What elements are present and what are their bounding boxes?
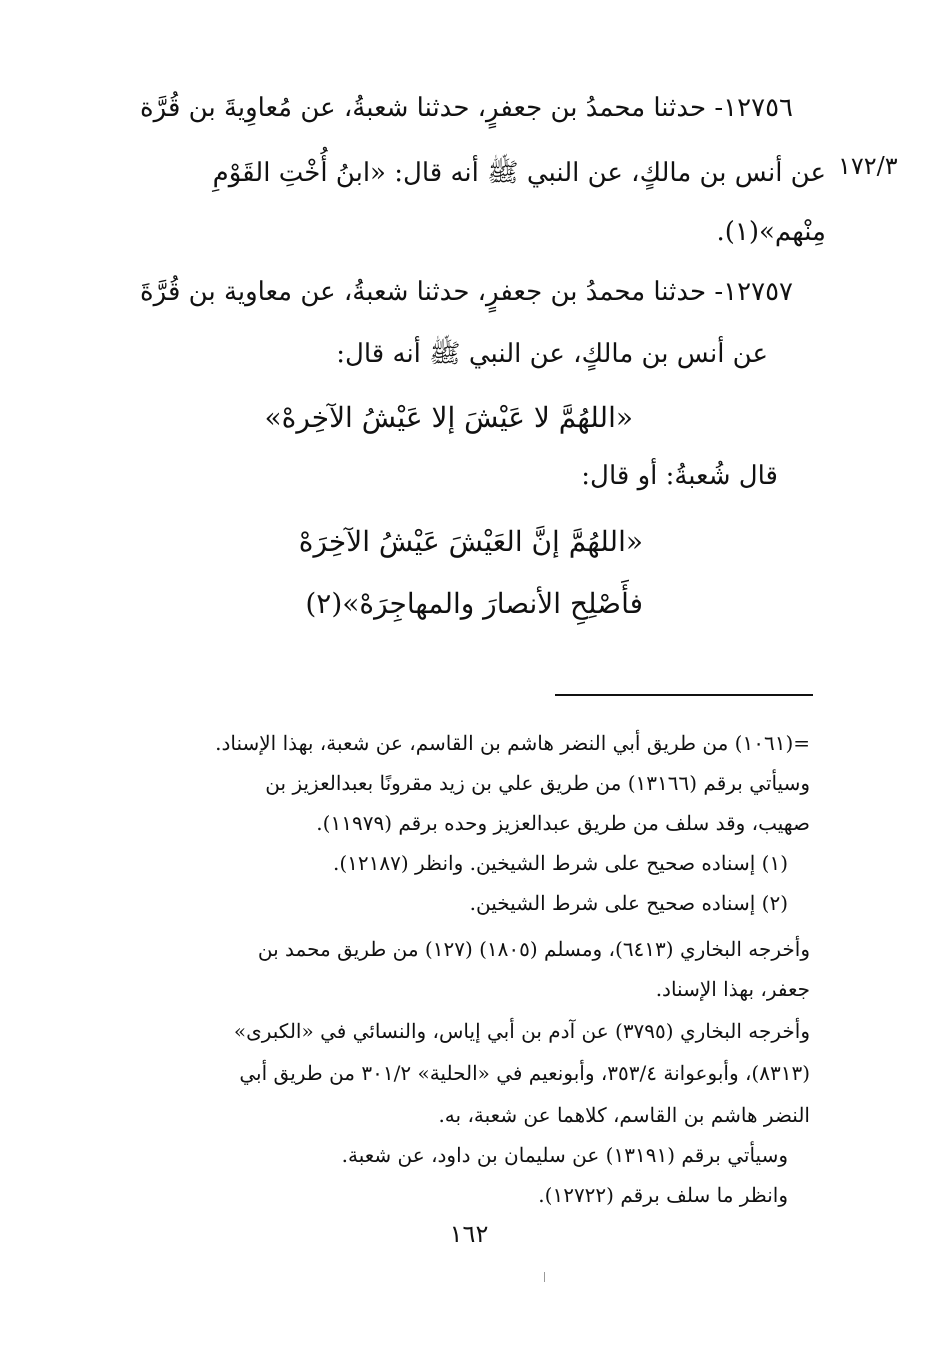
footnote-2-line-8: وانظر ما سلف برقم (١٢٧٢٢).: [538, 1183, 788, 1207]
hadith-12757-line-1: ١٢٧٥٧- حدثنا محمدُ بن جعفرٍ، حدثنا شعبةُ، عن معاوية بن قُرَّةَ: [140, 277, 793, 307]
footnote-1: (١) إسناده صحيح على شرط الشيخين. وانظر (١٢١٨٧).: [332, 851, 788, 875]
poem-verse-2: «اللهُمَّ إنَّ العَيْشَ عَيْشُ الآخِرَهْ: [298, 525, 643, 558]
footnote-separator-rule: [555, 694, 813, 696]
footnote-2-line-1: (٢) إسناده صحيح على شرط الشيخين.: [469, 891, 788, 915]
scan-speck: [544, 1272, 545, 1282]
poem-verse-3: فأَصْلِحِ الأنصارَ والمهاجِرَهْ»(٢): [305, 587, 643, 620]
footnote-2-line-6: النضر هاشم بن القاسم، كلاهما عن شعبة، به.: [438, 1103, 810, 1127]
hadith-12756-line-3: مِنْهم»(١).: [716, 217, 826, 247]
hadith-12756-line-2: عن أنس بن مالكٍ، عن النبي ﷺ أنه قال: «ابنُ أُخْتِ القَوْمِ: [212, 158, 826, 188]
footnote-2-line-2: وأخرجه البخاري (٦٤١٣)، ومسلم (١٨٠٥) (١٢٧) من طريق محمد بن: [257, 937, 810, 961]
footnote-2-line-3: جعفر، بهذا الإسناد.: [655, 977, 810, 1001]
footnote-continued-line-3: صهيب، وقد سلف من طريق عبدالعزيز وحده برقم (١١٩٧٩).: [316, 811, 810, 835]
margin-volume-page-reference: ١٧٢/٣: [838, 152, 898, 180]
hadith-12757-line-3: قال شُعبةُ: أو قال:: [581, 461, 778, 491]
footnote-2-line-5: (٨٣١٣)، وأبوعوانة ٣٥٣/٤، وأبونعيم في «الحلية» ٣٠١/٢ من طريق أبي: [239, 1061, 810, 1085]
hadith-12757-line-2: عن أنس بن مالكٍ، عن النبي ﷺ أنه قال:: [336, 339, 768, 369]
poem-verse-1: «اللهُمَّ لا عَيْشَ إلا عَيْشُ الآخِرهْ»: [264, 401, 633, 434]
page-number: ١٦٢: [449, 1220, 489, 1248]
footnote-continued-line-2: وسيأتي برقم (١٣١٦٦) من طريق علي بن زيد مقرونًا بعبدالعزيز بن: [265, 771, 810, 795]
hadith-12756-line-1: ١٢٧٥٦- حدثنا محمدُ بن جعفرٍ، حدثنا شعبةُ، عن مُعاوِيةَ بن قُرَّة: [140, 93, 793, 123]
footnote-2-line-4: وأخرجه البخاري (٣٧٩٥) عن آدم بن أبي إياس، والنسائي في «الكبرى»: [233, 1019, 810, 1043]
footnote-continued-line-1: =(١٠٦١) من طريق أبي النضر هاشم بن القاسم، عن شعبة، بهذا الإسناد.: [215, 731, 810, 755]
footnote-2-line-7: وسيأتي برقم (١٣١٩١) عن سليمان بن داود، عن شعبة.: [341, 1143, 788, 1167]
